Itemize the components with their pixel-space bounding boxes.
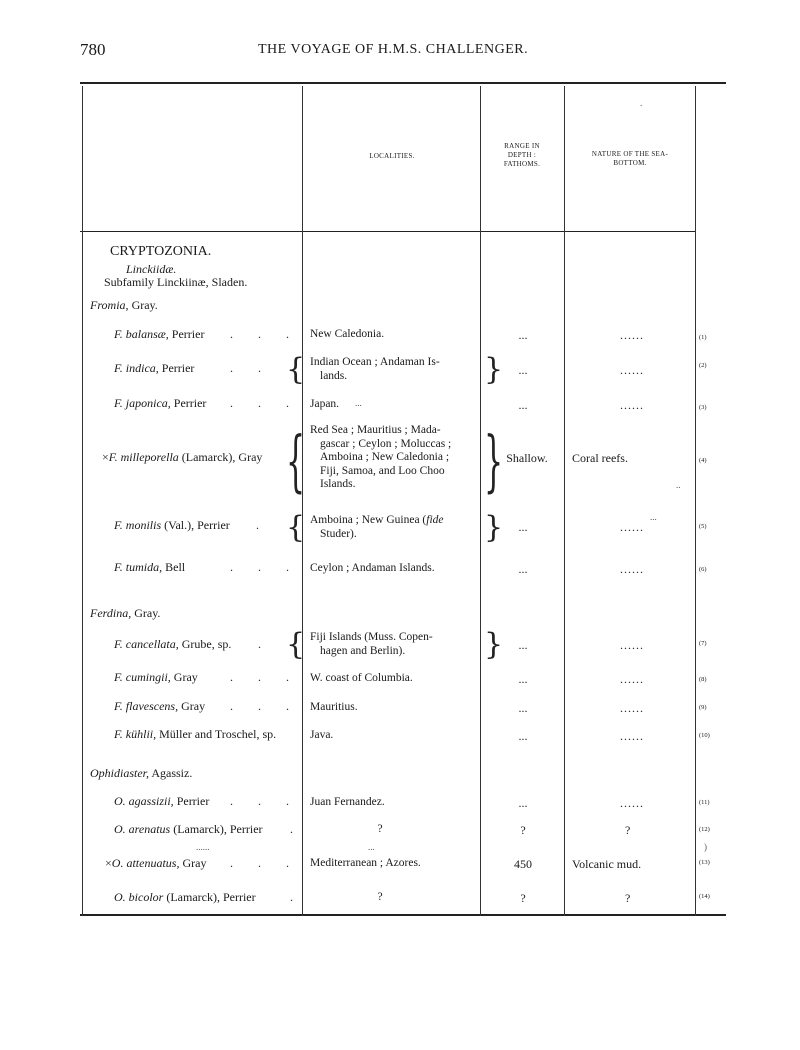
- leader-dots: . . .: [230, 327, 300, 341]
- locality-line: Islands.: [320, 478, 356, 490]
- bottom-cell: ......: [620, 701, 644, 715]
- species-binomial: O. arenatus: [114, 822, 171, 836]
- leader-dots: . . .: [230, 794, 300, 808]
- group-heading: CRYPTOZONIA.: [110, 244, 212, 259]
- species-name: [114, 560, 185, 575]
- leader-dots: . . .: [230, 699, 300, 713]
- genus-heading: [90, 766, 192, 781]
- subfamily-heading: Subfamily Linckiinæ, Sladen.: [104, 275, 248, 289]
- print-speck: ): [704, 842, 707, 852]
- leader-dots: .: [290, 890, 304, 904]
- species-author: Perrier: [170, 396, 207, 410]
- species-binomial: F. cumingii,: [114, 670, 171, 684]
- left-brace: {: [286, 424, 306, 501]
- species-name: [114, 727, 276, 742]
- species-binomial: F. monilis: [114, 518, 162, 532]
- bottom-cell: ......: [620, 328, 644, 342]
- locality-line: New Caledonia.: [310, 328, 385, 340]
- species-author: Gray: [178, 699, 206, 713]
- table-bottom-rule: [80, 914, 726, 916]
- print-speck: ..: [676, 480, 681, 490]
- column-header-bottom-line: BOTTOM.: [613, 158, 647, 167]
- print-speck: ......: [196, 842, 210, 852]
- species-name: [114, 396, 206, 411]
- locality-line: Japan.: [310, 398, 340, 410]
- species-author: (Lamarck), Perrier: [163, 890, 256, 904]
- species-binomial: F. japonica,: [114, 396, 171, 410]
- depth-cell: ...: [518, 520, 528, 534]
- locality-line: Ceylon ; Andaman Islands.: [310, 562, 435, 574]
- print-speck: ...: [355, 398, 362, 408]
- reference-number: (10): [699, 732, 710, 739]
- locality-cell: [310, 328, 480, 342]
- genus-author: Gray.: [128, 298, 158, 312]
- species-author: Gray: [170, 670, 198, 684]
- depth-cell: ...: [518, 328, 528, 342]
- locality-line: lands.: [320, 369, 348, 382]
- locality-line: Fiji, Samoa, and Loo Choo: [320, 464, 445, 477]
- species-name: [114, 822, 263, 837]
- species-marker: ×: [102, 450, 109, 464]
- leader-dots: . . .: [230, 856, 300, 870]
- locality-line: Studer).: [320, 527, 357, 540]
- locality-text-italic: fide: [426, 514, 444, 526]
- species-binomial: F. indica,: [114, 361, 159, 375]
- locality-line: [310, 514, 480, 528]
- depth-cell: Shallow.: [506, 451, 548, 465]
- column-header-bottom: [565, 150, 695, 168]
- species-binomial: F. milleporella: [108, 450, 179, 464]
- genus-name: Ophidiaster,: [90, 766, 150, 780]
- species-name: [114, 670, 198, 685]
- bottom-cell: ......: [620, 638, 644, 652]
- reference-number: (9): [699, 704, 707, 711]
- bottom-cell: Coral reefs.: [572, 451, 628, 465]
- right-brace: }: [484, 510, 504, 545]
- family-heading: Linckiidæ.: [126, 262, 177, 276]
- depth-cell: ?: [520, 823, 526, 837]
- locality-cell: [310, 857, 480, 871]
- leader-dots: .: [258, 637, 272, 651]
- species-author: Bell: [162, 560, 186, 574]
- right-brace: }: [484, 424, 504, 501]
- species-binomial: F. tumida,: [114, 560, 163, 574]
- species-name: [114, 699, 205, 714]
- reference-number: (11): [699, 799, 710, 806]
- genus-author: Agassiz.: [149, 766, 193, 780]
- leader-dots: .: [256, 518, 270, 532]
- species-binomial: O. agassizii,: [114, 794, 174, 808]
- bottom-cell: ?: [625, 891, 631, 905]
- locality-line: Fiji Islands (Muss. Copen-: [310, 631, 433, 643]
- genus-name: Ferdina,: [90, 606, 132, 620]
- species-name: [114, 518, 230, 533]
- locality-line: ?: [377, 891, 383, 903]
- bottom-cell: ......: [620, 796, 644, 810]
- genus-author: Gray.: [131, 606, 161, 620]
- running-title: THE VOYAGE OF H.M.S. CHALLENGER.: [258, 42, 529, 57]
- reference-number: (13): [699, 859, 710, 866]
- reference-number: (4): [699, 457, 707, 464]
- column-header-depth-line: RANGE IN: [504, 142, 540, 150]
- depth-cell: 450: [514, 857, 532, 871]
- bottom-cell: ......: [620, 363, 644, 377]
- locality-cell: [310, 562, 480, 576]
- locality-line: ?: [377, 823, 383, 835]
- print-speck: .: [640, 98, 643, 108]
- species-binomial: O. attenuatus,: [111, 856, 180, 870]
- bottom-cell: ......: [620, 672, 644, 686]
- locality-cell: [310, 356, 480, 383]
- reference-number: (5): [699, 523, 707, 530]
- species-author: Perrier: [173, 794, 210, 808]
- bottom-cell: ......: [620, 562, 644, 576]
- locality-line: hagen and Berlin).: [320, 644, 406, 657]
- bottom-cell: ......: [620, 729, 644, 743]
- table-top-rule: [80, 82, 726, 84]
- column-header-localities: LOCALITIES.: [369, 152, 415, 160]
- left-brace: {: [286, 627, 306, 662]
- depth-cell: ?: [520, 891, 526, 905]
- species-author: Perrier: [168, 327, 205, 341]
- column-divider: [302, 86, 303, 916]
- locality-cell: [310, 796, 480, 810]
- locality-cell: [310, 631, 480, 658]
- locality-line: Java.: [310, 729, 334, 741]
- leader-dots: . . .: [230, 396, 300, 410]
- print-speck: ...: [368, 842, 375, 852]
- species-author: Grube, sp.: [178, 637, 232, 651]
- leader-dots: . . .: [230, 670, 300, 684]
- table-header-rule: [80, 231, 696, 232]
- bottom-cell: Volcanic mud.: [572, 857, 642, 871]
- column-divider: [82, 86, 83, 916]
- leader-dots: . .: [230, 361, 272, 375]
- bottom-cell: ......: [620, 520, 644, 534]
- depth-cell: ...: [518, 729, 528, 743]
- locality-line: Amboina ; New Caledonia ;: [320, 451, 450, 463]
- species-author: (Val.), Perrier: [161, 518, 230, 532]
- depth-cell: ...: [518, 638, 528, 652]
- species-author: (Lamarck), Perrier: [170, 822, 263, 836]
- column-divider: [480, 86, 481, 916]
- species-name: [114, 890, 256, 905]
- locality-text: Amboina ; New Guinea (: [310, 514, 427, 526]
- locality-cell: [310, 672, 480, 686]
- locality-line: Mauritius.: [310, 701, 358, 713]
- species-name: [114, 637, 231, 652]
- depth-cell: ...: [518, 363, 528, 377]
- reference-number: (1): [699, 334, 707, 341]
- species-name: [114, 794, 209, 809]
- column-header-bottom-line: NATURE OF THE SEA-: [591, 150, 669, 158]
- species-binomial: F. balansæ,: [114, 327, 169, 341]
- species-name: [114, 327, 204, 342]
- species-author: Müller and Troschel, sp.: [156, 727, 277, 741]
- leader-dots: .: [290, 822, 304, 836]
- locality-cell: [310, 514, 480, 541]
- column-header-depth: [481, 142, 563, 168]
- locality-cell: [310, 891, 450, 905]
- species-name: [105, 856, 206, 871]
- column-divider: [695, 86, 696, 916]
- depth-cell: ...: [518, 701, 528, 715]
- locality-cell: [310, 729, 480, 743]
- reference-number: (7): [699, 640, 707, 647]
- species-binomial: F. kühlii,: [114, 727, 157, 741]
- locality-line: gascar ; Ceylon ; Moluccas ;: [320, 437, 452, 450]
- species-name: [102, 450, 262, 465]
- genus-name: Fromia,: [90, 298, 129, 312]
- species-binomial: O. bicolor: [114, 890, 164, 904]
- species-binomial: F. cancellata,: [114, 637, 179, 651]
- locality-cell: [310, 823, 450, 837]
- column-header-depth-line: FATHOMS.: [503, 159, 541, 168]
- depth-cell: ...: [518, 562, 528, 576]
- species-author: (Lamarck), Gray: [178, 450, 263, 464]
- column-divider: [564, 86, 565, 916]
- reference-number: (12): [699, 826, 710, 833]
- reference-number: (6): [699, 566, 707, 573]
- page-number: 780: [80, 40, 106, 59]
- locality-line: W. coast of Columbia.: [310, 672, 413, 684]
- locality-line: Juan Fernandez.: [310, 796, 385, 808]
- locality-cell: [310, 424, 480, 492]
- reference-number: (2): [699, 362, 707, 369]
- leader-dots: . . .: [230, 560, 300, 574]
- left-brace: {: [286, 352, 306, 387]
- right-brace: }: [484, 627, 504, 662]
- locality-line: Red Sea ; Mauritius ; Mada-: [310, 424, 441, 436]
- species-binomial: F. flavescens,: [114, 699, 179, 713]
- reference-number: (14): [699, 893, 710, 900]
- bottom-cell: ......: [620, 398, 644, 412]
- locality-line: Mediterranean ; Azores.: [310, 857, 421, 869]
- bottom-cell: ?: [625, 823, 631, 837]
- genus-heading: [90, 606, 160, 621]
- species-author: Perrier: [158, 361, 195, 375]
- reference-number: (3): [699, 404, 707, 411]
- right-brace: }: [484, 352, 504, 387]
- locality-line: Indian Ocean ; Andaman Is-: [310, 356, 440, 368]
- species-author: Gray: [179, 856, 207, 870]
- locality-cell: [310, 398, 480, 412]
- depth-cell: ...: [518, 796, 528, 810]
- depth-cell: ...: [518, 672, 528, 686]
- locality-cell: [310, 701, 480, 715]
- genus-heading: [90, 298, 158, 313]
- column-header-depth-line: DEPTH :: [507, 150, 537, 159]
- left-brace: {: [286, 510, 306, 545]
- depth-cell: ...: [518, 398, 528, 412]
- species-marker: ×: [105, 856, 112, 870]
- reference-number: (8): [699, 676, 707, 683]
- print-speck: ...: [650, 512, 657, 522]
- species-name: [114, 361, 194, 376]
